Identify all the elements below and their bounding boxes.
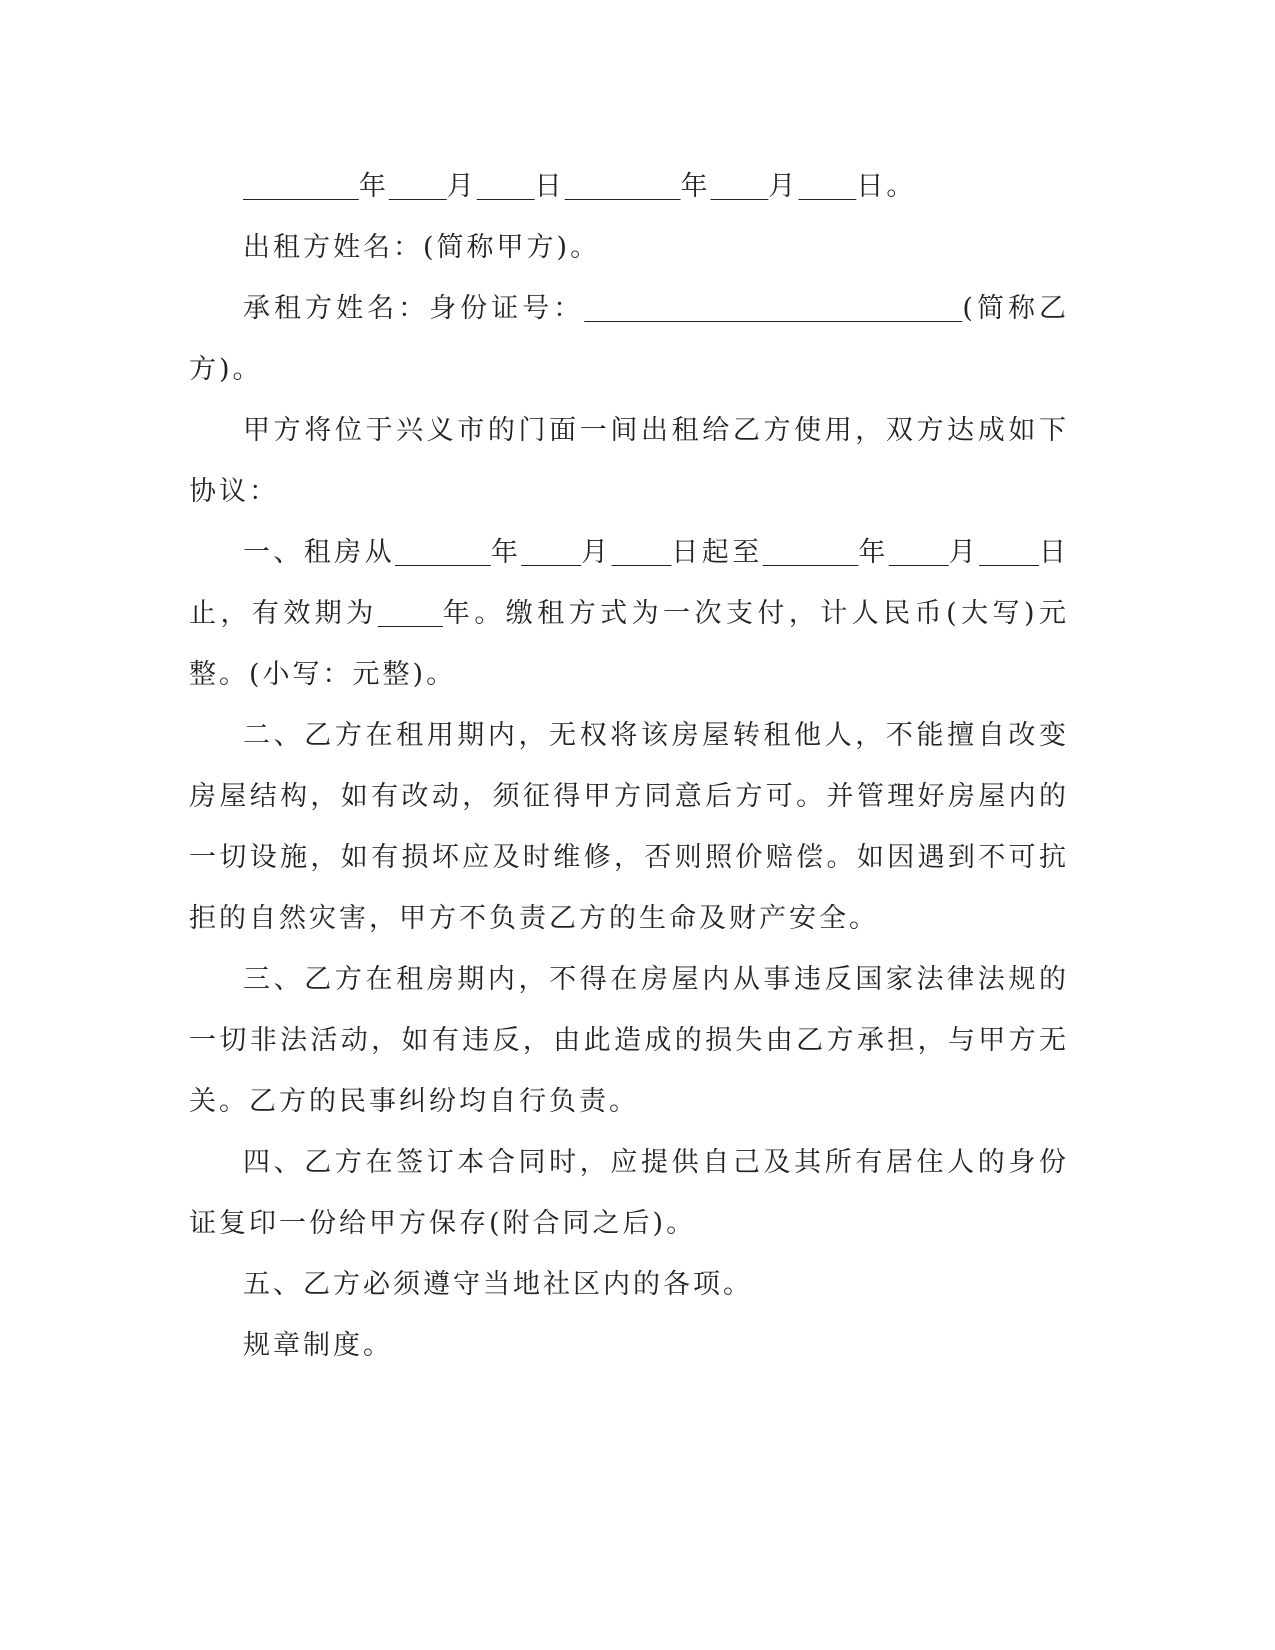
- paragraph-lessor-name: [189, 217, 1069, 278]
- fill-in-blank: [378, 598, 443, 629]
- fill-in-blank: [389, 171, 447, 202]
- paragraph-clause-5: [189, 1254, 1069, 1315]
- fill-in-blank: [477, 171, 535, 202]
- paragraph-text: 日: [534, 171, 565, 202]
- paragraph-text: 规章制度。: [243, 1330, 393, 1361]
- paragraph-lessee-name: [189, 278, 1069, 400]
- fill-in-blank: [612, 537, 672, 568]
- paragraph-text: 承租方姓名：身份证号：: [243, 293, 585, 324]
- fill-in-blank: [584, 293, 962, 324]
- fill-in-blank: [889, 537, 949, 568]
- paragraph-text: 年: [680, 171, 711, 202]
- paragraph-text: 出租方姓名：(简称甲方)。: [243, 232, 601, 263]
- paragraph-clause-1: [189, 522, 1069, 705]
- paragraph-clause-4: [189, 1132, 1069, 1254]
- fill-in-blank: [243, 171, 359, 202]
- contract-body: [189, 156, 1069, 1376]
- paragraph-text: 三、乙方在租房期内，不得在房屋内从事违反国家法律法规的一切非法活动，如有违反，由此造成的损失由乙方承担，与甲方无关。乙方的民事纠纷均自行负责。: [189, 964, 1069, 1117]
- paragraph-clause-5-cont: [189, 1315, 1069, 1376]
- fill-in-blank: [798, 171, 856, 202]
- paragraph-text: 甲方将位于兴义市的门面一间出租给乙方使用，双方达成如下协议：: [189, 415, 1069, 507]
- paragraph-text: 一、租房从: [243, 537, 395, 568]
- paragraph-text: 月: [446, 171, 477, 202]
- paragraph-text: 月: [948, 537, 980, 568]
- fill-in-blank: [565, 171, 681, 202]
- paragraph-intro: [189, 400, 1069, 522]
- paragraph-text: 年。缴租方式为一次支付，计人民币(大写)元整。(小写：元整)。: [189, 598, 1069, 690]
- paragraph-clause-3: [189, 949, 1069, 1132]
- fill-in-blank: [979, 537, 1039, 568]
- paragraph-text: (简称乙方)。: [189, 293, 1069, 385]
- paragraph-text: 年: [490, 537, 522, 568]
- fill-in-blank: [711, 171, 769, 202]
- paragraph-text: 日起至: [671, 537, 763, 568]
- paragraph-text: 四、乙方在签订本合同时，应提供自己及其所有居住人的身份证复印一份给甲方保存(附合同之后)。: [189, 1147, 1069, 1239]
- fill-in-blank: [521, 537, 581, 568]
- fill-in-blank: [395, 537, 491, 568]
- fill-in-blank: [763, 537, 859, 568]
- paragraph-date-line: [189, 156, 1069, 217]
- paragraph-text: 年: [858, 537, 889, 568]
- paragraph-text: 日。: [856, 171, 917, 202]
- paragraph-text: 五、乙方必须遵守当地社区内的各项。: [243, 1269, 753, 1300]
- paragraph-text: 月: [768, 171, 799, 202]
- paragraph-text: 日止，有效期为: [189, 537, 1070, 629]
- paragraph-text: 月: [581, 537, 612, 568]
- paragraph-text: 年: [358, 171, 389, 202]
- paragraph-text: 二、乙方在租用期内，无权将该房屋转租他人，不能擅自改变房屋结构，如有改动，须征得甲方同意后方可。并管理好房屋内的一切设施，如有损坏应及时维修，否则照价赔偿。如因遇到不可抗拒的自然灾害，甲方不负责乙方的生命及财产安全。: [189, 720, 1069, 934]
- paragraph-clause-2: [189, 705, 1069, 949]
